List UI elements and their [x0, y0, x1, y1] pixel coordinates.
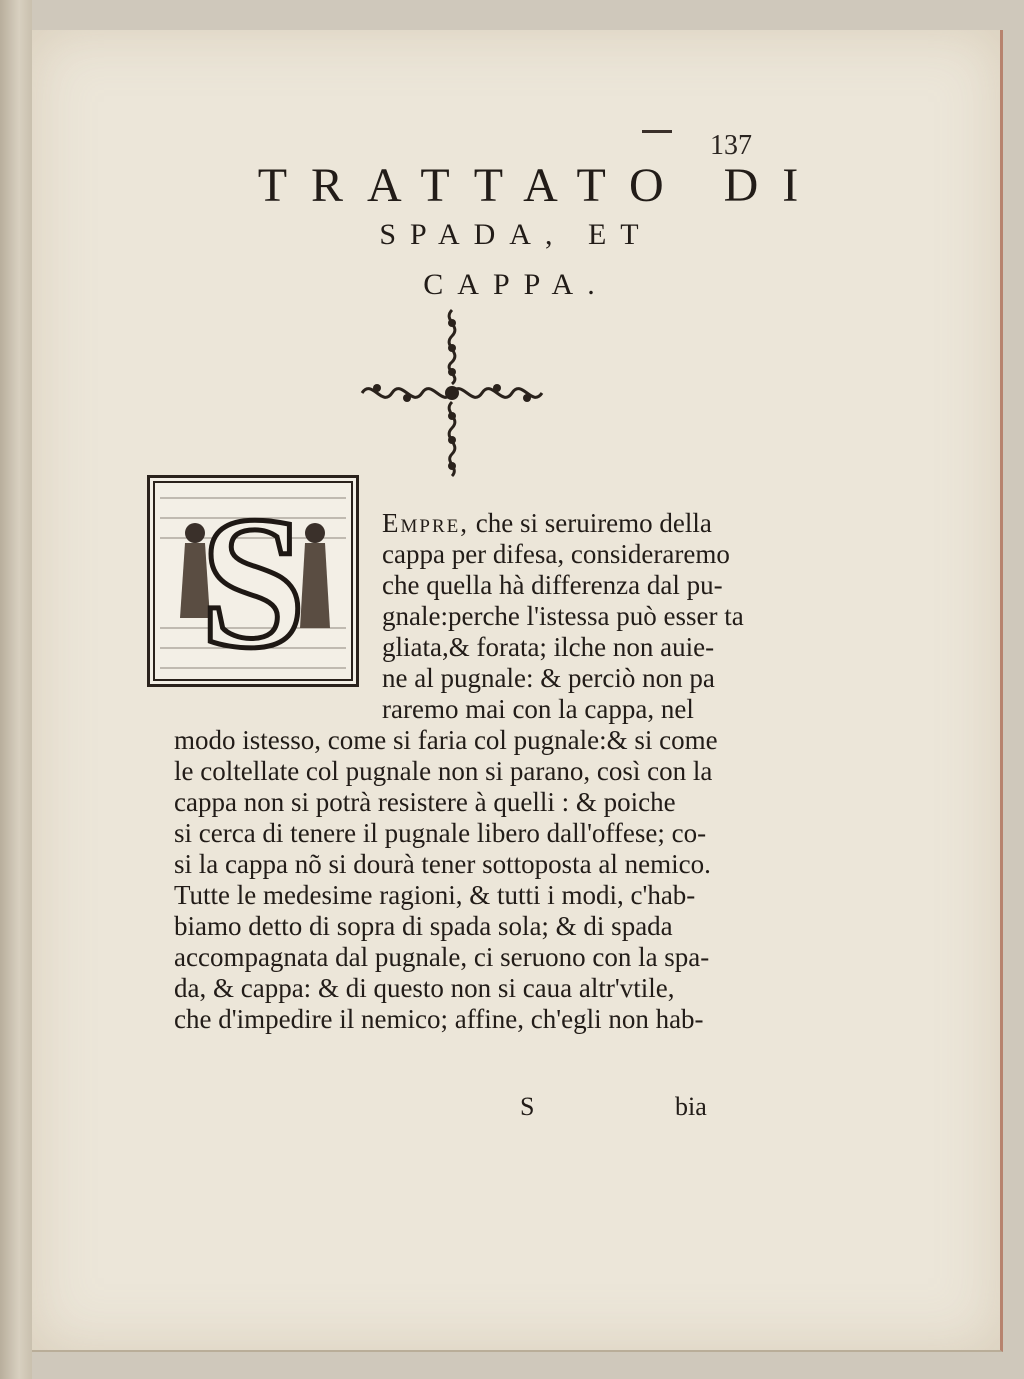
body-line-3: si cerca di tenere il pugnale libero dall'offese; co-: [174, 818, 707, 848]
decorated-initial-woodcut: [147, 475, 359, 687]
title-line-3: CAPPA.: [423, 268, 609, 301]
body-line-7: accompagnata dal pugnale, ci seruono con la spa-: [174, 942, 710, 972]
body-line-5: Tutte le medesime ragioni, & tutti i modi, c'hab-: [174, 880, 696, 910]
body-line-8: da, & cappa: & di questo non si caua altr'vtile,: [174, 973, 675, 1003]
title-line-2: SPADA, ET: [379, 218, 653, 251]
lead-line-2: che quella hà differenza dal pu-: [382, 570, 723, 600]
lead-line-3: gnale:perche l'istessa può esser ta: [382, 601, 744, 631]
body-line-6: biamo detto di sopra di spada sola; & di spada: [174, 911, 673, 941]
initial-letter-text: S: [200, 478, 306, 684]
lead-line-6: raremo mai con la cappa, nel: [382, 694, 694, 724]
lead-line-5: ne al pugnale: & perciò non pa: [382, 663, 715, 693]
lead-line-4: gliata,& forata; ilche non auie-: [382, 632, 715, 662]
lead-line-0: che si seruiremo della: [475, 508, 712, 538]
catchword: bia: [675, 1092, 707, 1121]
page-number: 137: [710, 130, 752, 161]
ink-mark: [642, 130, 672, 133]
book-page: [32, 30, 1003, 1352]
book-gutter: [0, 0, 32, 1379]
title-line-1: TRATTATO DI: [257, 159, 823, 212]
lead-paragraph: [382, 508, 744, 725]
body-line-2: cappa non si potrà resistere à quelli : & poiche: [174, 787, 676, 817]
body-line-9: che d'impedire il nemico; affine, ch'egli non hab-: [174, 1004, 704, 1034]
body-line-4: si la cappa nõ si dourà tener sottoposta al nemico.: [174, 849, 711, 879]
signature-mark: S: [520, 1092, 535, 1121]
cross-ornament-icon: [352, 308, 552, 482]
body-line-1: le coltellate col pugnale non si parano, così con la: [174, 756, 713, 786]
body-paragraph: [174, 725, 718, 1035]
body-line-0: modo istesso, come si faria col pugnale:& si come: [174, 725, 718, 755]
lead-line-1: cappa per difesa, consideraremo: [382, 539, 730, 569]
lead-first-word: Empre,: [382, 508, 469, 538]
